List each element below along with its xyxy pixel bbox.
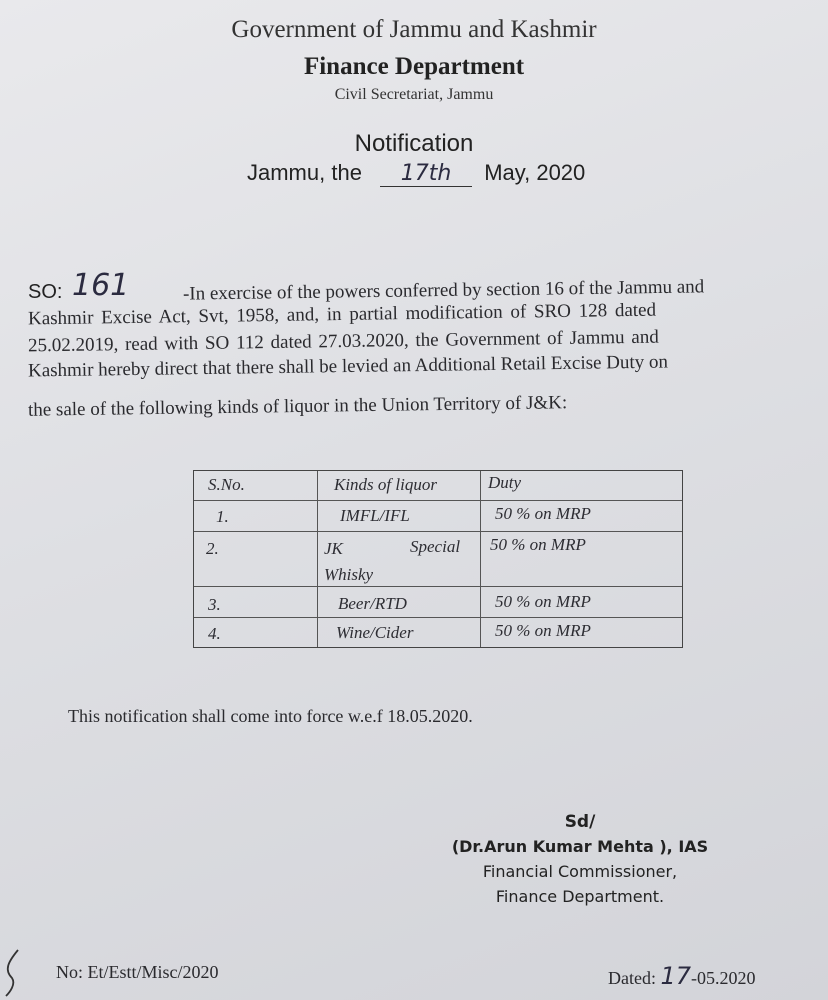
row-2-kind-a: JK [324,539,343,558]
effective-date-note: This notification shall come into force w.e.f 18.05.2020. [68,706,473,726]
date-line [247,160,585,187]
signature-sd: Sd/ [564,812,596,832]
notification-heading: Notification [354,130,474,157]
secretariat-address: Civil Secretariat, Jammu [334,86,494,103]
signatory-name: (Dr.Arun Kumar Mehta ), IAS [451,837,709,856]
row-4-sno: 4. [208,624,221,643]
table-divider [194,531,682,532]
row-3-sno: 3. [208,595,221,614]
so-label: SO: [28,281,63,303]
header-kind: Kinds of liquor [334,475,437,494]
table-divider [480,471,481,647]
order-line-3: 25.02.2019, read with SO 112 dated 27.03.2020, the Government of Jammu and [27,326,659,357]
header-sno: S.No. [208,475,245,494]
pen-mark-icon [0,948,22,998]
footer-date-label: Dated: [608,968,656,988]
signatory-designation: Financial Commissioner, [482,862,678,881]
footer-date [608,962,756,990]
table-divider [194,500,682,501]
order-line-1: -In exercise of the powers conferred by section 16 of the Jammu and [182,276,705,305]
department-title: Finance Department [303,53,525,80]
footer-date-day-handwritten: 17 [660,962,692,990]
date-suffix: May, 2020 [484,160,586,185]
so-number-handwritten: 161 [72,268,130,303]
date-prefix: Jammu, the [247,160,362,185]
row-2-kind-c: Whisky [324,565,374,584]
order-line-2: Kashmir Excise Act, Svt, 1958, and, in partial modification of SRO 128 dated [27,299,657,330]
row-1-kind: IMFL/IFL [340,506,410,525]
order-line-4: Kashmir hereby direct that there shall be levied an Additional Retail Excise Duty on [27,351,669,382]
order-line-5: the sale of the following kinds of liquor in the Union Territory of J&K: [27,392,568,421]
table-divider [194,586,682,587]
signatory-department: Finance Department. [495,887,665,906]
row-3-duty: 50 % on MRP [495,592,591,611]
row-2-kind-b: Special [410,537,461,556]
duty-table [193,470,683,648]
reference-number: No: Et/Estt/Misc/2020 [56,962,219,982]
row-2-duty: 50 % on MRP [490,535,586,554]
table-divider [194,617,682,618]
row-1-duty: 50 % on MRP [495,504,591,523]
row-3-kind: Beer/RTD [338,594,407,613]
date-day-handwritten: 17th [380,161,472,187]
table-divider [317,471,318,647]
row-4-kind: Wine/Cider [336,623,414,642]
row-4-duty: 50 % on MRP [495,621,591,640]
government-title: Government of Jammu and Kashmir [231,16,597,43]
footer-date-rest: -05.2020 [691,968,756,988]
header-duty: Duty [488,473,522,492]
row-2-sno: 2. [206,539,219,558]
row-1-sno: 1. [216,507,229,526]
